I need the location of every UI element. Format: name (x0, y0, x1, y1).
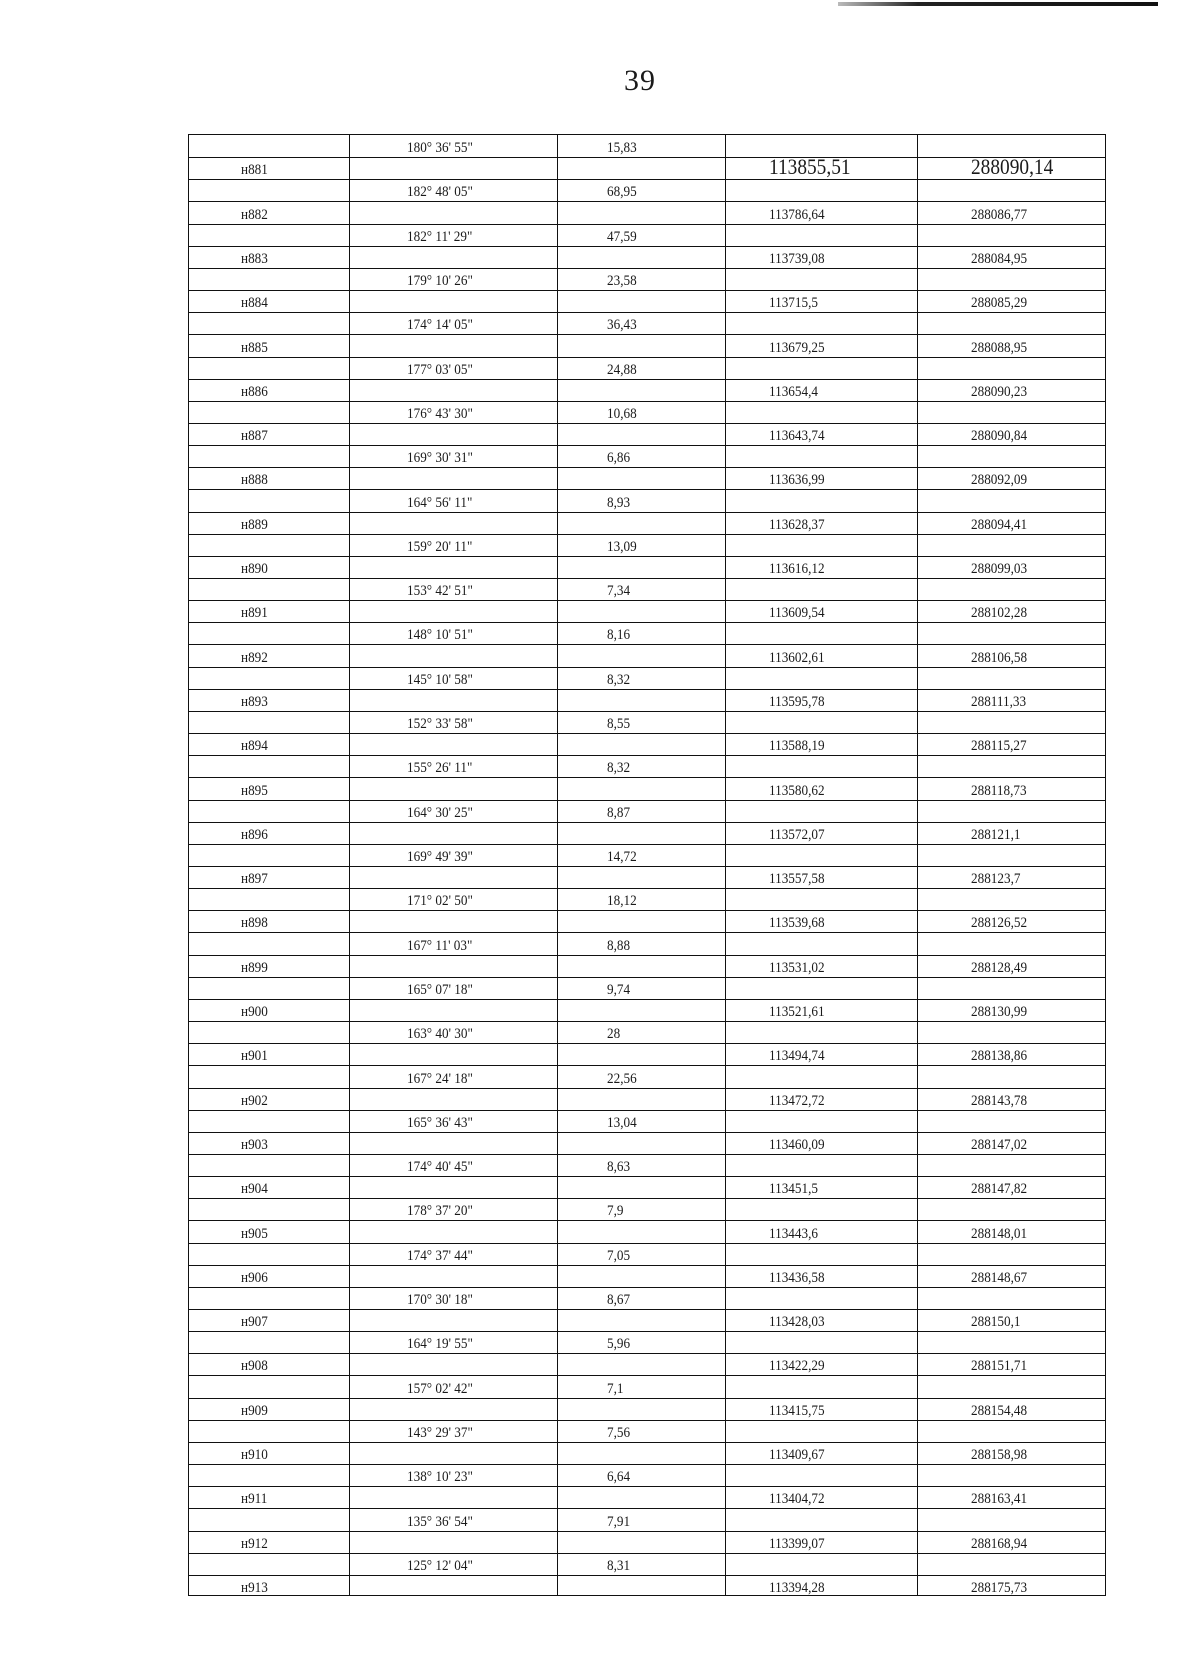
segment-angle: 182° 11' 29" (407, 228, 473, 245)
point-x: 113494,74 (769, 1048, 825, 1065)
segment-length: 18,12 (607, 893, 637, 910)
point-y: 288175,73 (971, 1580, 1028, 1596)
segment-length: 15,83 (607, 140, 637, 157)
segment-length: 8,93 (607, 494, 631, 511)
point-x: 113786,64 (769, 206, 825, 223)
point-y: 288115,27 (971, 738, 1027, 755)
segment-length: 6,86 (607, 450, 631, 467)
segment-angle: 155° 26' 11" (407, 760, 473, 777)
segment-length: 7,1 (607, 1380, 624, 1397)
row-divider (189, 1021, 1105, 1022)
point-y: 288118,73 (971, 782, 1027, 799)
point-y: 288086,77 (971, 206, 1028, 223)
point-id: н898 (241, 915, 268, 932)
segment-angle: 178° 37' 20" (407, 1203, 473, 1220)
point-id: н889 (241, 516, 268, 533)
point-x: 113436,58 (769, 1269, 825, 1286)
segment-angle: 165° 07' 18" (407, 981, 473, 998)
point-y: 288084,95 (971, 250, 1028, 267)
point-id: н893 (241, 693, 268, 710)
segment-length: 8,87 (607, 804, 631, 821)
segment-angle: 143° 29' 37" (407, 1424, 473, 1441)
point-y: 288138,86 (971, 1048, 1028, 1065)
row-divider (189, 1398, 1105, 1399)
row-divider (189, 866, 1105, 867)
row-divider (189, 844, 1105, 845)
segment-length: 9,74 (607, 981, 631, 998)
segment-angle: 176° 43' 30" (407, 405, 473, 422)
row-divider (189, 1132, 1105, 1133)
row-divider (189, 600, 1105, 601)
point-id: н905 (241, 1225, 268, 1242)
point-id: н904 (241, 1181, 268, 1198)
point-y: 288151,71 (971, 1358, 1028, 1375)
point-x: 113654,4 (769, 383, 819, 400)
point-x: 113399,07 (769, 1535, 825, 1552)
segment-angle: 138° 10' 23" (407, 1469, 473, 1486)
row-divider (189, 1220, 1105, 1221)
row-divider (189, 1198, 1105, 1199)
row-divider (189, 1065, 1105, 1066)
row-divider (189, 1442, 1105, 1443)
point-id: н881 (241, 162, 268, 179)
point-id: н888 (241, 472, 268, 489)
point-id: н912 (241, 1535, 268, 1552)
row-divider (189, 1043, 1105, 1044)
segment-length: 24,88 (607, 361, 637, 378)
point-y: 288090,14 (971, 154, 1054, 180)
segment-length: 8,55 (607, 716, 631, 733)
point-x: 113628,37 (769, 516, 825, 533)
row-divider (189, 489, 1105, 490)
point-id: н913 (241, 1580, 268, 1596)
row-divider (189, 312, 1105, 313)
point-y: 288154,48 (971, 1402, 1028, 1419)
segment-angle: 125° 12' 04" (407, 1557, 473, 1574)
segment-angle: 164° 56' 11" (407, 494, 473, 511)
row-divider (189, 467, 1105, 468)
segment-angle: 167° 11' 03" (407, 937, 473, 954)
point-y: 288088,95 (971, 339, 1028, 356)
point-y: 288121,1 (971, 826, 1021, 843)
point-id: н890 (241, 561, 268, 578)
segment-length: 10,68 (607, 405, 637, 422)
point-x: 113409,67 (769, 1447, 825, 1464)
row-divider (189, 667, 1105, 668)
point-x: 113557,58 (769, 871, 825, 888)
segment-length: 6,64 (607, 1469, 631, 1486)
row-divider (189, 334, 1105, 335)
row-divider (189, 888, 1105, 889)
point-x: 113609,54 (769, 605, 825, 622)
segment-length: 8,88 (607, 937, 631, 954)
point-y: 288111,33 (971, 693, 1027, 710)
segment-angle: 180° 36' 55" (407, 140, 473, 157)
point-id: н907 (241, 1314, 268, 1331)
point-y: 288126,52 (971, 915, 1028, 932)
point-id: н901 (241, 1048, 268, 1065)
point-id: н909 (241, 1402, 268, 1419)
point-x: 113460,09 (769, 1136, 825, 1153)
row-divider (189, 1531, 1105, 1532)
point-id: н900 (241, 1004, 268, 1021)
segment-length: 13,04 (607, 1114, 637, 1131)
point-y: 288147,82 (971, 1181, 1028, 1198)
segment-angle: 145° 10' 58" (407, 671, 473, 688)
point-y: 288090,84 (971, 428, 1028, 445)
point-y: 288143,78 (971, 1092, 1028, 1109)
row-divider (189, 401, 1105, 402)
segment-length: 22,56 (607, 1070, 637, 1087)
point-id: н892 (241, 649, 268, 666)
row-divider (189, 534, 1105, 535)
row-divider (189, 1353, 1105, 1354)
point-x: 113451,5 (769, 1181, 819, 1198)
row-divider (189, 622, 1105, 623)
row-divider (189, 711, 1105, 712)
segment-angle: 170° 30' 18" (407, 1292, 473, 1309)
row-divider (189, 777, 1105, 778)
point-y: 288158,98 (971, 1447, 1028, 1464)
point-x: 113572,07 (769, 826, 825, 843)
row-divider (189, 290, 1105, 291)
row-divider (189, 1265, 1105, 1266)
row-divider (189, 733, 1105, 734)
segment-angle: 148° 10' 51" (407, 627, 473, 644)
point-y: 288092,09 (971, 472, 1028, 489)
point-id: н885 (241, 339, 268, 356)
point-y: 288130,99 (971, 1004, 1028, 1021)
point-id: н894 (241, 738, 268, 755)
point-x: 113580,62 (769, 782, 825, 799)
row-divider (189, 379, 1105, 380)
point-x: 113531,02 (769, 959, 825, 976)
point-y: 288147,02 (971, 1136, 1028, 1153)
point-x: 113616,12 (769, 561, 825, 578)
row-divider (189, 1176, 1105, 1177)
segment-angle: 174° 40' 45" (407, 1159, 473, 1176)
segment-angle: 165° 36' 43" (407, 1114, 473, 1131)
point-y: 288102,28 (971, 605, 1028, 622)
segment-length: 7,34 (607, 583, 631, 600)
row-divider (189, 1110, 1105, 1111)
segment-length: 8,32 (607, 671, 631, 688)
segment-length: 14,72 (607, 849, 637, 865)
row-divider (189, 445, 1105, 446)
point-id: н899 (241, 959, 268, 976)
segment-length: 23,58 (607, 273, 637, 290)
point-id: н884 (241, 295, 268, 312)
point-y: 288090,23 (971, 383, 1028, 400)
segment-angle: 135° 36' 54" (407, 1513, 473, 1530)
point-y: 288148,67 (971, 1269, 1028, 1286)
row-divider (189, 1088, 1105, 1089)
segment-length: 7,9 (607, 1203, 624, 1220)
point-x: 113588,19 (769, 738, 825, 755)
point-id: н908 (241, 1358, 268, 1375)
row-divider (189, 910, 1105, 911)
segment-angle: 174° 37' 44" (407, 1247, 473, 1264)
segment-angle: 169° 30' 31" (407, 450, 473, 467)
segment-angle: 153° 42' 51" (407, 583, 473, 600)
row-divider (189, 1508, 1105, 1509)
point-x: 113443,6 (769, 1225, 819, 1242)
point-x: 113679,25 (769, 339, 825, 356)
segment-length: 8,32 (607, 760, 631, 777)
point-x: 113428,03 (769, 1314, 825, 1331)
row-divider (189, 1575, 1105, 1576)
coordinates-table (188, 134, 1106, 1596)
point-id: н895 (241, 782, 268, 799)
point-x: 113715,5 (769, 295, 819, 312)
point-y: 288128,49 (971, 959, 1028, 976)
row-divider (189, 512, 1105, 513)
point-y: 288148,01 (971, 1225, 1028, 1242)
segment-length: 68,95 (607, 184, 637, 201)
point-id: н883 (241, 250, 268, 267)
row-divider (189, 999, 1105, 1000)
segment-angle: 157° 02' 42" (407, 1380, 473, 1397)
page-number: 39 (624, 64, 656, 97)
row-divider (189, 1154, 1105, 1155)
segment-angle: 152° 33' 58" (407, 716, 473, 733)
segment-length: 7,91 (607, 1513, 631, 1530)
row-divider (189, 689, 1105, 690)
segment-angle: 159° 20' 11" (407, 538, 473, 555)
point-y: 288163,41 (971, 1491, 1028, 1508)
row-divider (189, 1243, 1105, 1244)
row-divider (189, 423, 1105, 424)
segment-angle: 163° 40' 30" (407, 1026, 473, 1043)
row-divider (189, 800, 1105, 801)
point-x: 113636,99 (769, 472, 825, 489)
point-y: 288168,94 (971, 1535, 1028, 1552)
row-divider (189, 357, 1105, 358)
row-divider (189, 932, 1105, 933)
point-y: 288123,7 (971, 871, 1021, 888)
point-id: н903 (241, 1136, 268, 1153)
row-divider (189, 157, 1105, 158)
row-divider (189, 1486, 1105, 1487)
point-y: 288099,03 (971, 561, 1028, 578)
segment-angle: 177° 03' 05" (407, 361, 473, 378)
row-divider (189, 1420, 1105, 1421)
point-y: 288150,1 (971, 1314, 1021, 1331)
segment-length: 47,59 (607, 228, 637, 245)
row-divider (189, 1375, 1105, 1376)
point-id: н902 (241, 1092, 268, 1109)
point-x: 113472,72 (769, 1092, 825, 1109)
row-divider (189, 644, 1105, 645)
segment-length: 5,96 (607, 1336, 631, 1353)
row-divider (189, 755, 1105, 756)
segment-length: 7,56 (607, 1424, 631, 1441)
point-x: 113643,74 (769, 428, 825, 445)
row-divider (189, 1331, 1105, 1332)
point-x: 113521,61 (769, 1004, 825, 1021)
point-id: н897 (241, 871, 268, 888)
row-divider (189, 246, 1105, 247)
segment-length: 28 (607, 1026, 621, 1043)
segment-length: 36,43 (607, 317, 637, 334)
row-divider (189, 1464, 1105, 1465)
segment-length: 8,31 (607, 1557, 631, 1574)
point-id: н906 (241, 1269, 268, 1286)
point-x: 113415,75 (769, 1402, 825, 1419)
row-divider (189, 955, 1105, 956)
point-x: 113404,72 (769, 1491, 825, 1508)
row-divider (189, 224, 1105, 225)
point-id: н887 (241, 428, 268, 445)
row-divider (189, 201, 1105, 202)
point-id: н911 (241, 1491, 268, 1508)
point-y: 288106,58 (971, 649, 1028, 666)
point-x: 113855,51 (769, 154, 851, 180)
row-divider (189, 977, 1105, 978)
segment-length: 7,05 (607, 1247, 631, 1264)
row-divider (189, 822, 1105, 823)
row-divider (189, 1553, 1105, 1554)
point-id: н910 (241, 1447, 268, 1464)
segment-angle: 164° 19' 55" (407, 1336, 473, 1353)
row-divider (189, 556, 1105, 557)
point-x: 113595,78 (769, 693, 825, 710)
point-x: 113422,29 (769, 1358, 825, 1375)
point-x: 113739,08 (769, 250, 825, 267)
segment-angle: 179° 10' 26" (407, 273, 473, 290)
row-divider (189, 268, 1105, 269)
segment-length: 8,67 (607, 1292, 631, 1309)
point-id: н882 (241, 206, 268, 223)
point-y: 288085,29 (971, 295, 1028, 312)
point-x: 113539,68 (769, 915, 825, 932)
top-rule (838, 2, 1158, 6)
point-id: н891 (241, 605, 268, 622)
segment-angle: 167° 24' 18" (407, 1070, 473, 1087)
row-divider (189, 1309, 1105, 1310)
point-y: 288094,41 (971, 516, 1028, 533)
point-x: 113394,28 (769, 1580, 825, 1596)
segment-angle: 174° 14' 05" (407, 317, 473, 334)
point-x: 113602,61 (769, 649, 825, 666)
segment-length: 8,63 (607, 1159, 631, 1176)
point-id: н886 (241, 383, 268, 400)
segment-length: 13,09 (607, 538, 637, 555)
segment-angle: 171° 02' 50" (407, 893, 473, 910)
segment-angle: 169° 49' 39" (407, 849, 473, 865)
segment-length: 8,16 (607, 627, 631, 644)
point-id: н896 (241, 826, 268, 843)
row-divider (189, 179, 1105, 180)
segment-angle: 182° 48' 05" (407, 184, 473, 201)
segment-angle: 164° 30' 25" (407, 804, 473, 821)
row-divider (189, 578, 1105, 579)
row-divider (189, 1287, 1105, 1288)
